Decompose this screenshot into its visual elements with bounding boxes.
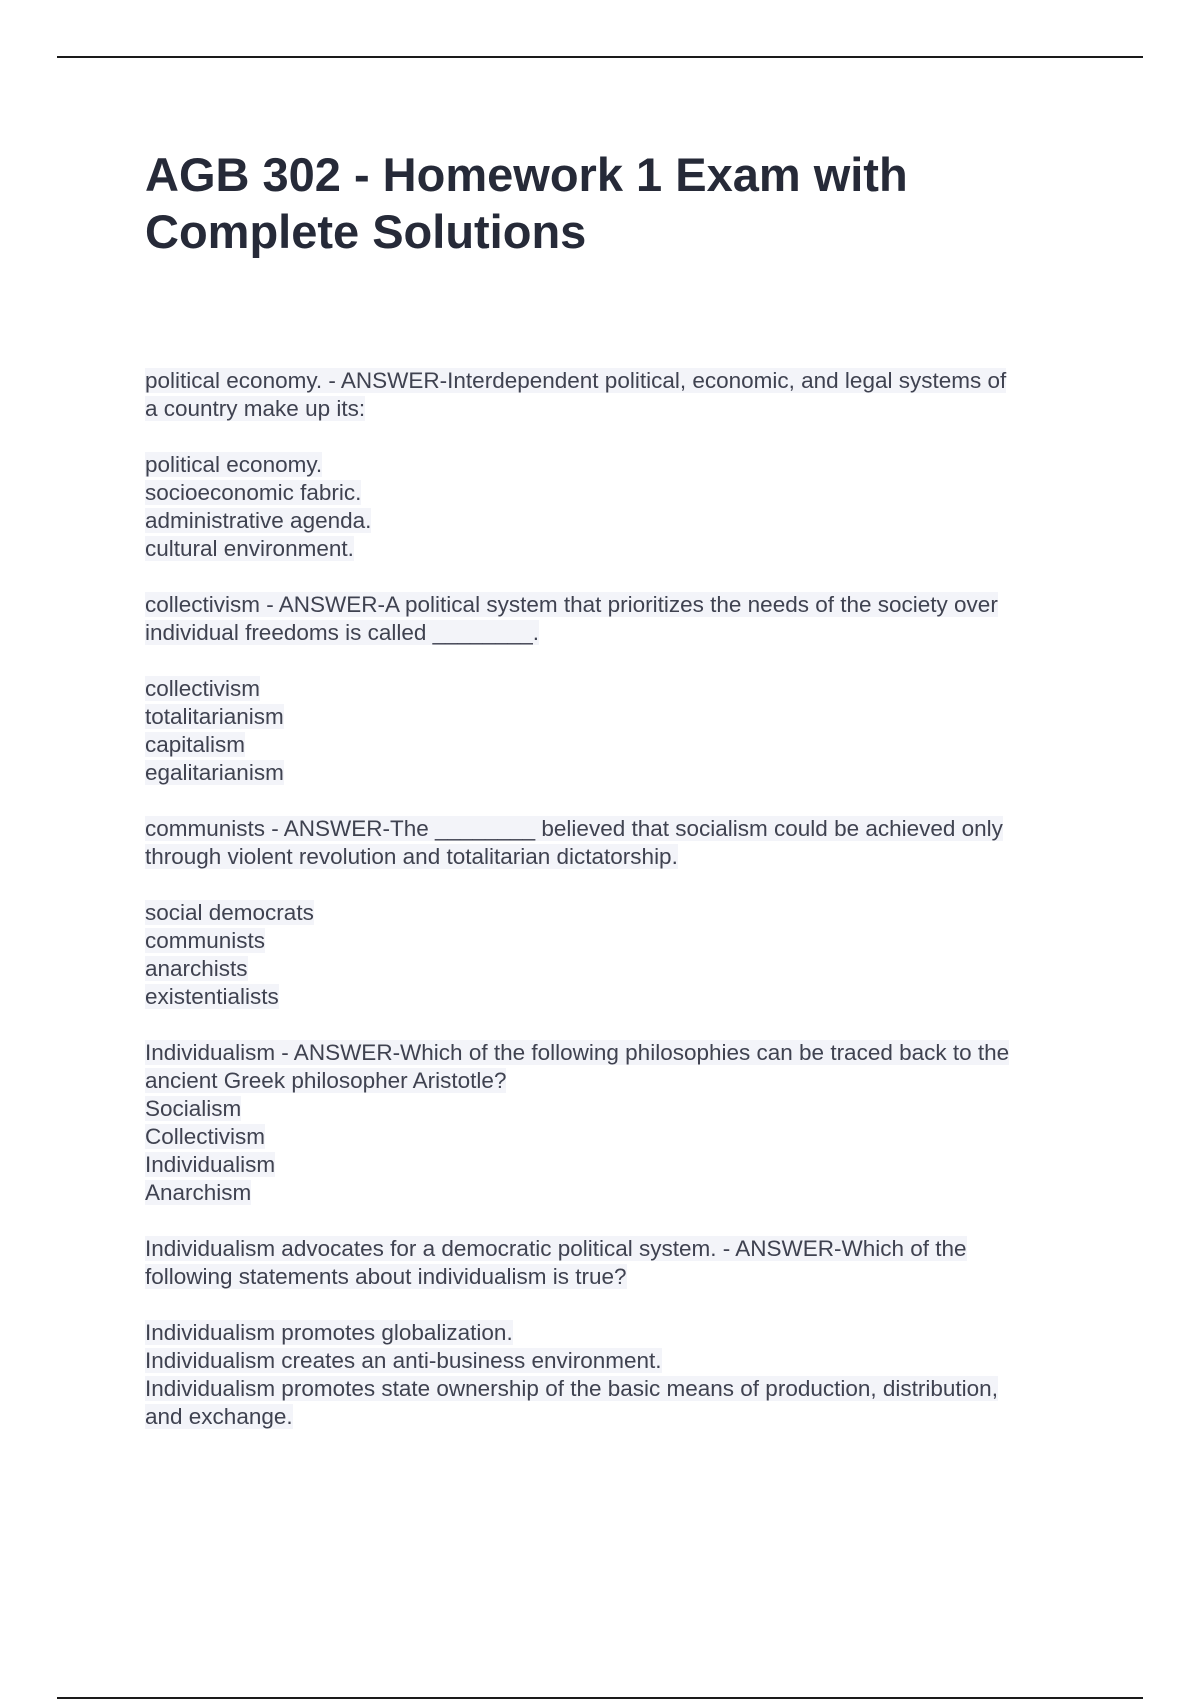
option-line: Individualism creates an anti-business environment. <box>145 1348 662 1373</box>
text-line: Individualism advocates for a democratic political system. - ANSWER-Which of the <box>145 1236 967 1261</box>
text-line: communists - ANSWER-The ________ believed that socialism could be achieved only <box>145 816 1003 841</box>
question-4-prompt <box>145 1039 1085 1207</box>
option-line: anarchists <box>145 956 248 981</box>
option-line: and exchange. <box>145 1404 293 1429</box>
text-line: collectivism - ANSWER-A political system that prioritizes the needs of the society over <box>145 592 998 617</box>
option-line: egalitarianism <box>145 760 284 785</box>
header-rule <box>57 56 1143 58</box>
text-line: a country make up its: <box>145 396 366 421</box>
question-2-prompt <box>145 591 1085 647</box>
option-line: capitalism <box>145 732 246 757</box>
option-line: cultural environment. <box>145 536 354 561</box>
option-line: Collectivism <box>145 1124 266 1149</box>
option-line: political economy. <box>145 452 323 477</box>
option-line: totalitarianism <box>145 704 284 729</box>
question-3-prompt <box>145 815 1085 871</box>
question-2-options <box>145 675 1085 787</box>
question-1-prompt <box>145 367 1085 423</box>
option-line: collectivism <box>145 676 261 701</box>
document-body <box>145 367 1085 1459</box>
option-line: Individualism promotes globalization. <box>145 1320 513 1345</box>
option-line: existentialists <box>145 984 279 1009</box>
option-line: administrative agenda. <box>145 508 372 533</box>
text-line: Individualism - ANSWER-Which of the following philosophies can be traced back to the <box>145 1040 1010 1065</box>
option-line: Anarchism <box>145 1180 252 1205</box>
option-line: socioeconomic fabric. <box>145 480 362 505</box>
option-line: social democrats <box>145 900 314 925</box>
text-line: individual freedoms is called ________. <box>145 620 540 645</box>
question-5-prompt <box>145 1235 1085 1291</box>
footer-rule <box>57 1697 1143 1699</box>
document-title: AGB 302 - Homework 1 Exam with Complete Solutions <box>145 148 908 258</box>
question-5-options <box>145 1319 1085 1431</box>
question-3-options <box>145 899 1085 1011</box>
text-line: political economy. - ANSWER-Interdependent political, economic, and legal systems of <box>145 368 1007 393</box>
option-line: Individualism <box>145 1152 276 1177</box>
text-line: following statements about individualism is true? <box>145 1264 627 1289</box>
option-line: Socialism <box>145 1096 242 1121</box>
option-line: communists <box>145 928 266 953</box>
text-line: through violent revolution and totalitarian dictatorship. <box>145 844 678 869</box>
option-line: Individualism promotes state ownership of the basic means of production, distribution, <box>145 1376 998 1401</box>
text-line: ancient Greek philosopher Aristotle? <box>145 1068 507 1093</box>
question-1-options <box>145 451 1085 563</box>
